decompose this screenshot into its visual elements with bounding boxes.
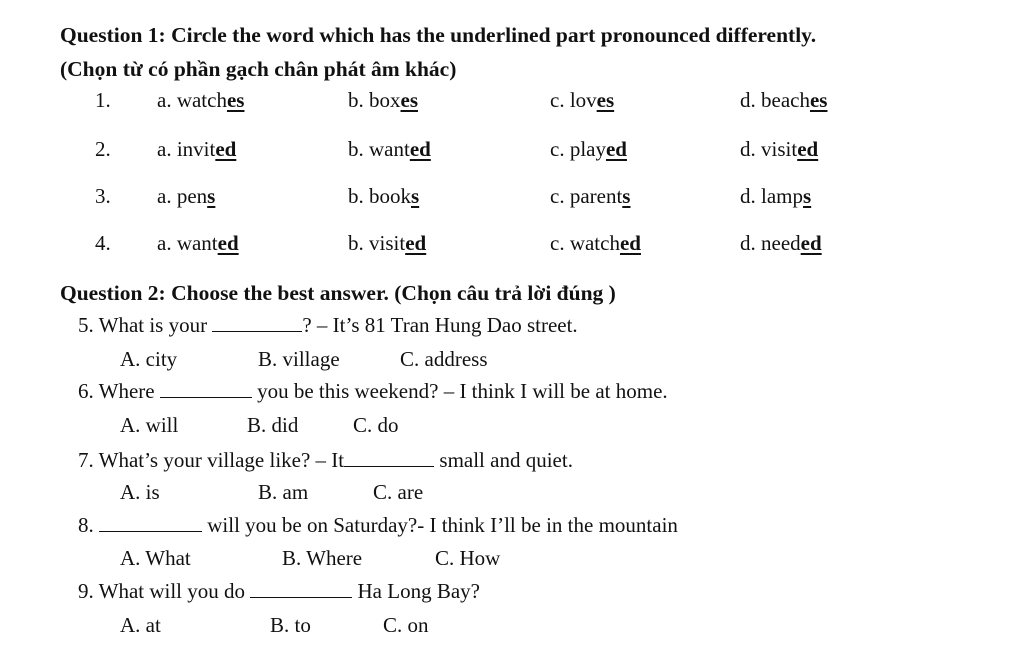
question-text-after-blank: will you be on Saturday?- I think I’ll be in the mountain [202,513,678,537]
option-word-stem: b. book [348,184,411,208]
answer-choice[interactable]: C. do [353,413,399,437]
option-word-stem: c. play [550,137,606,161]
underlined-part: ed [800,231,822,255]
question-1-row-number: 2. [95,137,111,161]
question-2-item [78,581,480,602]
answer-choice[interactable]: A. at [120,613,161,637]
underlined-part: es [596,88,615,112]
question-1-title: Question 1: Circle the word which has the underlined part pronounced differently. [60,23,817,47]
answer-choice[interactable]: B. village [258,347,340,371]
answer-choice[interactable]: A. city [120,347,178,371]
question-1-subtitle: (Chọn từ có phần gạch chân phát âm khác) [60,57,457,81]
question-1-row-number: 4. [95,231,111,255]
question-1-option[interactable] [157,139,236,160]
answer-choice[interactable]: B. to [270,613,311,637]
underlined-part: es [809,88,828,112]
question-text-after-blank: small and quiet. [434,448,573,472]
question-1-option[interactable] [157,90,244,111]
option-word-stem: a. pen [157,184,208,208]
question-text-after-blank: you be this weekend? – I think I will be at home. [251,379,668,403]
question-2-item [78,315,578,336]
underlined-part: s [622,184,631,208]
underlined-part: ed [217,231,239,255]
option-word-stem: a. invit [157,137,216,161]
option-word-stem: b. want [348,137,410,161]
question-2-item [78,515,678,536]
option-word-stem: d. visit [740,137,798,161]
question-1-option[interactable] [348,186,419,207]
question-1-option[interactable] [550,233,641,254]
option-word-stem: d. beach [740,88,810,112]
answer-choice[interactable]: B. am [258,480,309,504]
option-word-stem: c. parent [550,184,623,208]
question-1-option[interactable] [348,139,431,160]
option-word-stem: a. want [157,231,218,255]
answer-choice[interactable]: B. Where [282,546,363,570]
question-2-title: Question 2: Choose the best answer. (Chọn câu trả lời đúng ) [60,281,616,305]
option-word-stem: d. lamp [740,184,803,208]
underlined-part: es [226,88,245,112]
question-text-before-blank: 5. What is your [78,313,213,337]
question-text-before-blank: 9. What will you do [78,579,251,603]
underlined-part: ed [409,137,431,161]
question-text-after-blank: Ha Long Bay? [352,579,480,603]
underlined-part: ed [405,231,427,255]
option-word-stem: d. need [740,231,801,255]
answer-choice[interactable]: A. will [120,413,179,437]
answer-blank[interactable] [250,583,352,598]
underlined-part: ed [605,137,627,161]
underlined-part: ed [619,231,641,255]
question-2-item [78,381,668,402]
question-1-row-number: 1. [95,88,111,112]
option-word-stem: c. watch [550,231,620,255]
underlined-part: ed [215,137,237,161]
answer-choice[interactable]: C. on [383,613,429,637]
underlined-part: ed [797,137,819,161]
answer-choice[interactable]: A. What [120,546,191,570]
question-1-option[interactable] [550,186,630,207]
answer-blank[interactable] [99,517,202,532]
answer-choice[interactable]: A. is [120,480,160,504]
question-1-option[interactable] [348,90,418,111]
question-1-option[interactable] [157,186,215,207]
option-word-stem: a. watch [157,88,227,112]
option-word-stem: b. visit [348,231,406,255]
question-1-option[interactable] [550,139,627,160]
answer-choice[interactable]: C. are [373,480,424,504]
answer-choice[interactable]: C. address [400,347,488,371]
question-1-option[interactable] [740,186,811,207]
underlined-part: s [411,184,420,208]
answer-choice[interactable]: B. did [247,413,299,437]
question-text-before-blank: 6. Where [78,379,160,403]
question-1-option[interactable] [157,233,239,254]
answer-choice[interactable]: C. How [435,546,501,570]
question-text-after-blank: ? – It’s 81 Tran Hung Dao street. [302,313,578,337]
underlined-part: s [803,184,812,208]
question-text-before-blank: 7. What’s your village like? – It [78,448,345,472]
question-1-option[interactable] [740,90,827,111]
question-text-before-blank: 8. [78,513,99,537]
question-1-option[interactable] [348,233,426,254]
question-2-item [78,450,573,471]
question-1-option[interactable] [740,233,822,254]
underlined-part: s [207,184,216,208]
underlined-part: es [400,88,418,112]
answer-blank[interactable] [212,317,302,332]
question-1-row-number: 3. [95,184,111,208]
answer-blank[interactable] [344,452,434,467]
question-1-option[interactable] [550,90,614,111]
answer-blank[interactable] [160,383,252,398]
question-1-option[interactable] [740,139,818,160]
option-word-stem: b. box [348,88,401,112]
option-word-stem: c. lov [550,88,597,112]
